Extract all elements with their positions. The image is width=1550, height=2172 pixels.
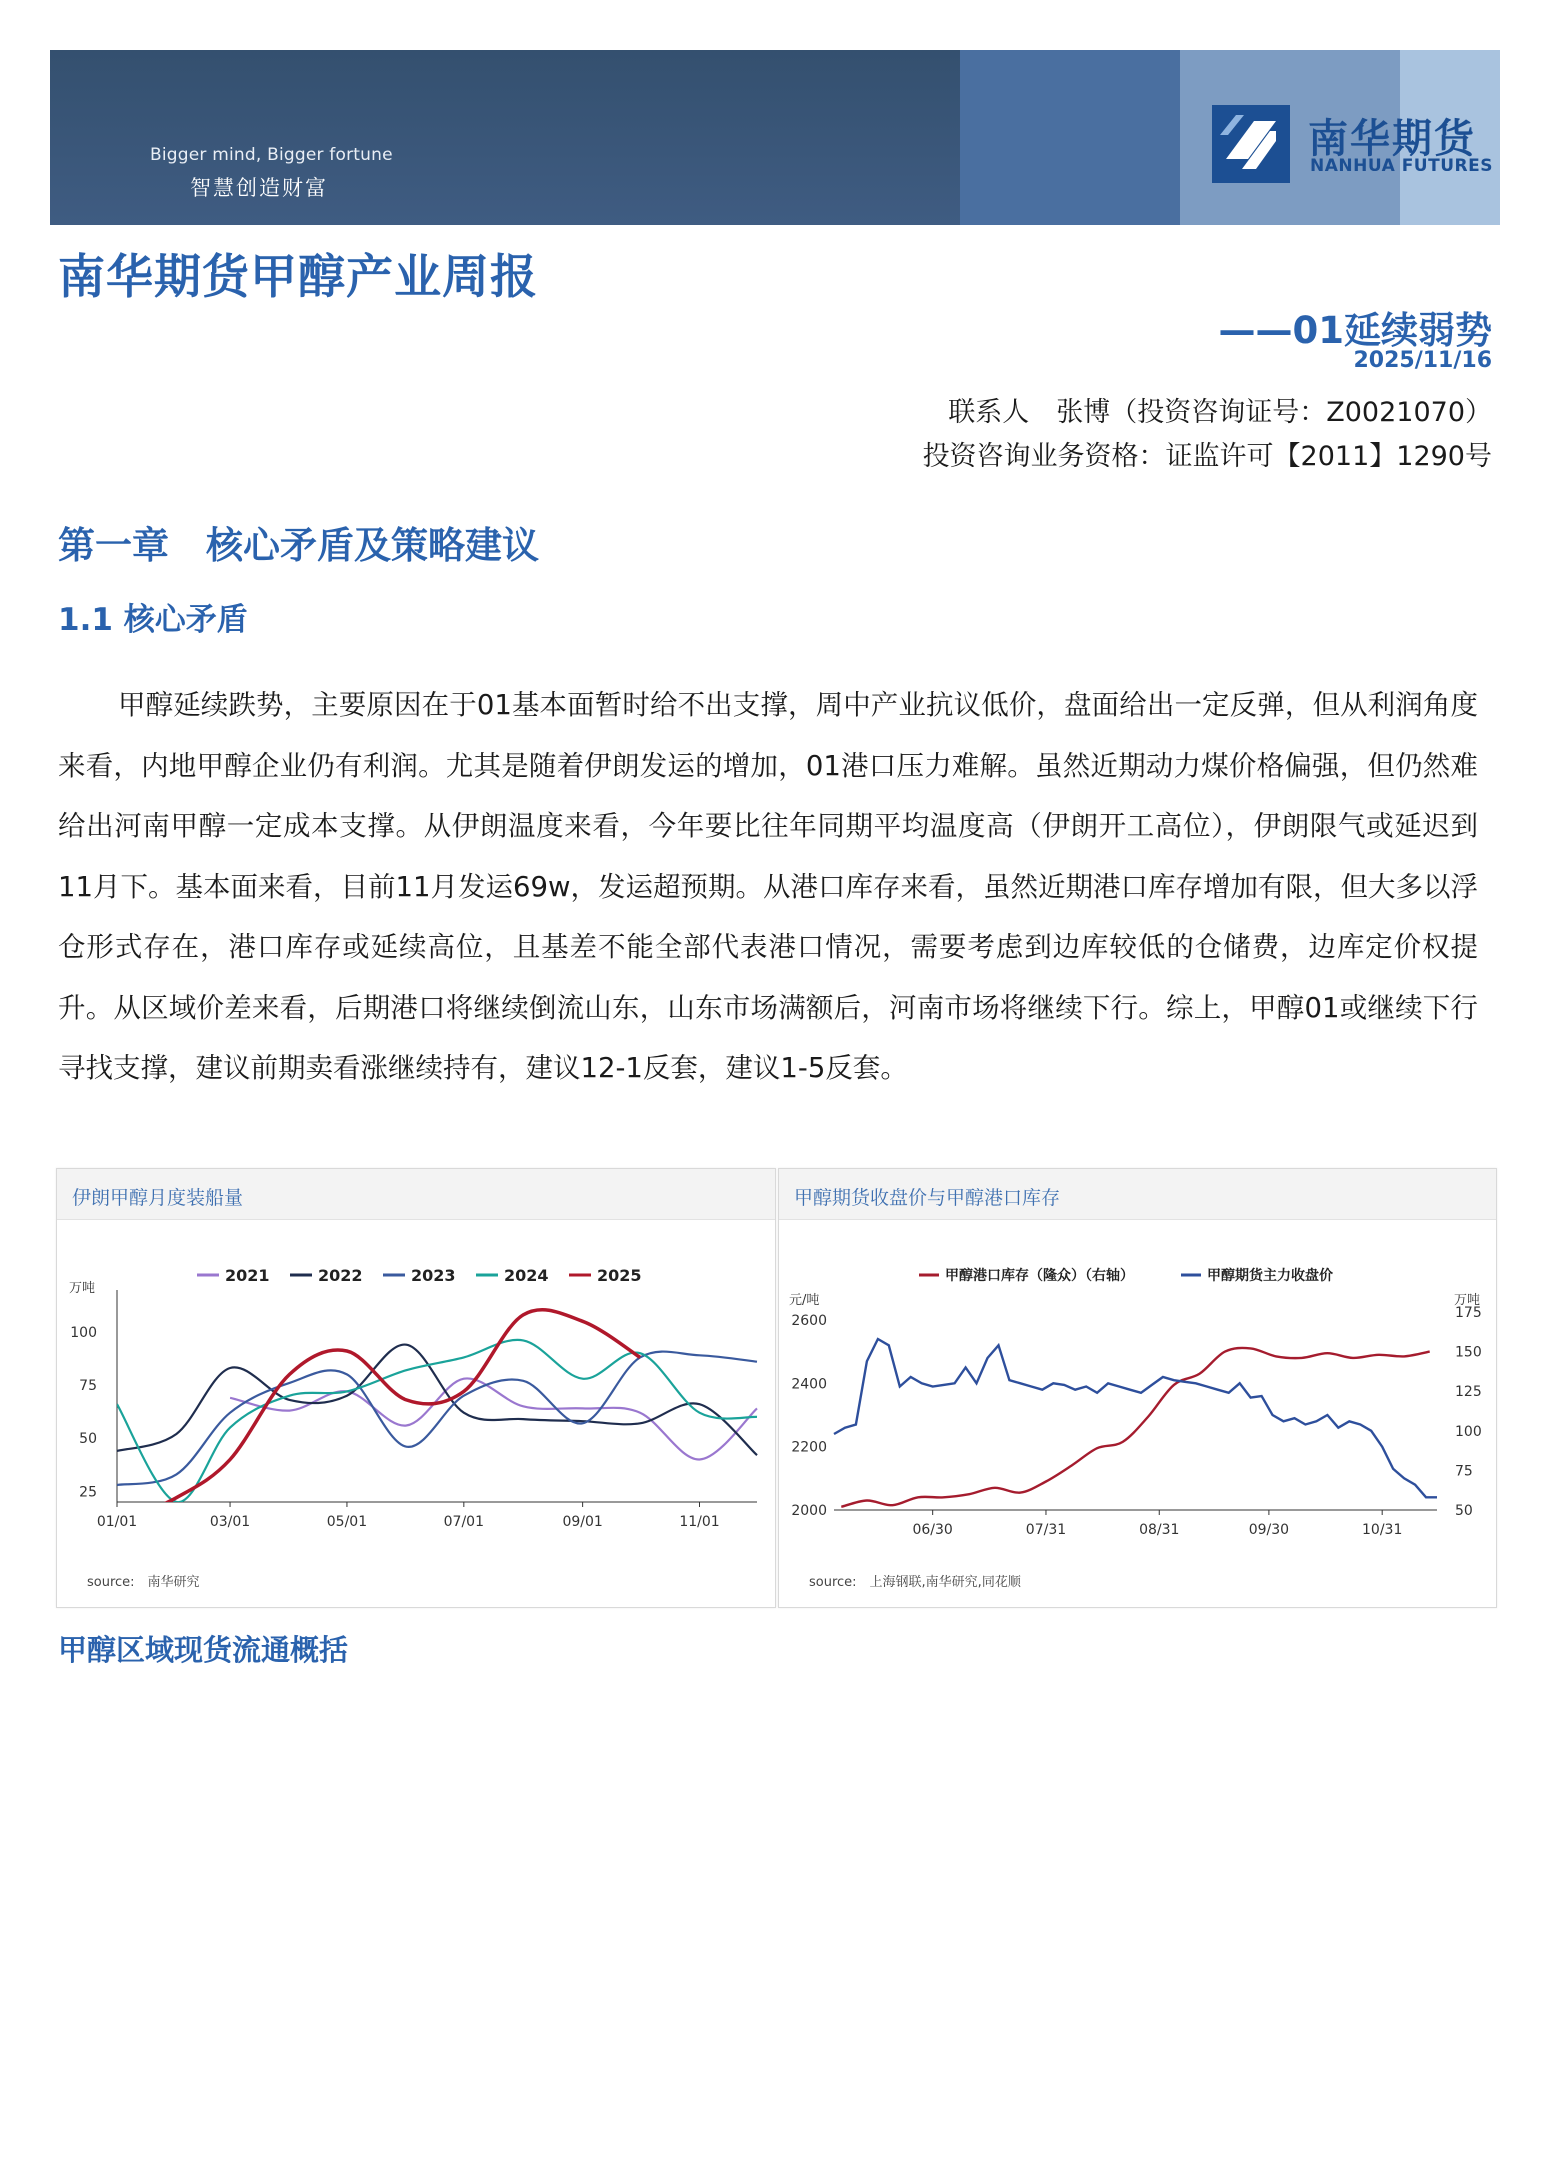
y2-tick-label: 150 [1455, 1344, 1482, 1361]
x-tick-label: 01/01 [96, 1514, 138, 1530]
y-tick-label: 2000 [791, 1503, 827, 1519]
section-heading: 1.1 核心矛盾 [58, 602, 248, 638]
futures-inventory-chart [779, 1220, 1496, 1606]
legend-label: 2023 [411, 1266, 456, 1285]
y-tick-label: 50 [79, 1431, 97, 1448]
chapter-heading: 第一章 核心矛盾及策略建议 [58, 524, 539, 567]
chart-card-futures-inventory [778, 1168, 1497, 1608]
x-tick-label: 09/01 [562, 1514, 603, 1530]
legend-label: 2021 [225, 1266, 270, 1285]
y-tick-label: 25 [79, 1484, 97, 1501]
banner-panel [960, 50, 1180, 225]
chart-source: source: 南华研究 [87, 1575, 200, 1590]
banner-panel [50, 50, 960, 225]
y-axis-unit: 万吨 [69, 1281, 96, 1296]
x-tick-label: 03/01 [209, 1514, 251, 1530]
legend-label: 2022 [318, 1266, 363, 1285]
series-line-2024 [117, 1340, 757, 1502]
logo-cn: 南华期货 [1308, 116, 1476, 162]
body-paragraph: 甲醇延续跌势，主要原因在于01基本面暂时给不出支撑，周中产业抗议低价，盘面给出一定反弹，但从利润角度来看，内地甲醇企业仍有利润。尤其是随着伊朗发运的增加，01港口压力难解。虽然近期动力煤价格偏强，但仍然难给出河南甲醇一定成本支撑。从伊朗温度来看，今年要比往年同期平均温度高（伊朗开工高位），伊朗限气或延迟到11月下。基本面来看，目前11月发运69w，发运超预期。从港口库存来看，虽然近期港口库存增加有限，但大多以浮仓形式存在，港口库存或延续高位，且基差不能全部代表港口情况，需要考虑到边库较低的仓储费，边库定价权提升。从区域价差来看，后期港口将继续倒流山东，山东市场满额后，河南市场将继续下行。综上，甲醇01或继续下行寻找支撑，建议前期卖看涨继续持有，建议12-1反套，建议1-5反套。 [58, 689, 1478, 1084]
x-tick-label: 07/31 [1025, 1522, 1067, 1538]
report-subtitle: ——01延续弱势 [1218, 309, 1492, 352]
y2-tick-label: 50 [1455, 1503, 1473, 1519]
legend-label: 甲醇期货主力收盘价 [1207, 1268, 1333, 1284]
x-tick-label: 10/31 [1362, 1522, 1403, 1538]
x-tick-label: 09/30 [1248, 1522, 1290, 1538]
y-tick-label: 100 [70, 1324, 97, 1341]
y-tick-label: 2200 [791, 1439, 827, 1456]
x-tick-label: 07/01 [443, 1514, 485, 1530]
series-line-0 [841, 1348, 1429, 1507]
x-tick-label: 06/30 [912, 1522, 953, 1538]
chart-title: 甲醇期货收盘价与甲醇港口库存 [794, 1187, 1061, 1209]
y2-tick-label: 125 [1455, 1384, 1482, 1401]
y-tick-label: 2400 [791, 1376, 827, 1393]
x-tick-label: 05/01 [326, 1514, 368, 1530]
report-title: 南华期货甲醇产业周报 [58, 250, 538, 305]
slogan-cn: 智慧创造财富 [190, 176, 328, 200]
report-date: 2025/11/16 [1353, 348, 1492, 373]
series-line-1 [834, 1339, 1437, 1497]
header-banner [50, 50, 1500, 225]
y-axis-unit: 元/吨 [789, 1293, 820, 1308]
y2-tick-label: 175 [1455, 1305, 1482, 1321]
y2-tick-label: 100 [1455, 1423, 1482, 1440]
chart-header [57, 1169, 775, 1220]
y2-axis-unit: 万吨 [1454, 1293, 1481, 1308]
license-info: 投资咨询业务资格：证监许可【2011】1290号 [922, 441, 1492, 472]
chart-card-iran-shipments [56, 1168, 776, 1608]
y-tick-label: 2600 [791, 1313, 827, 1329]
logo-en: NANHUA FUTURES [1310, 156, 1493, 176]
chart-header [779, 1169, 1496, 1220]
y2-tick-label: 75 [1455, 1463, 1473, 1480]
chart-title: 伊朗甲醇月度装船量 [72, 1187, 244, 1209]
y-tick-label: 75 [79, 1378, 97, 1395]
x-tick-label: 11/01 [679, 1514, 720, 1530]
legend-label: 2024 [504, 1266, 549, 1285]
slogan-en: Bigger mind, Bigger fortune [150, 145, 393, 165]
x-tick-label: 08/31 [1139, 1522, 1180, 1538]
contact-info: 联系人 张博（投资咨询证号：Z0021070） [948, 397, 1492, 428]
nanhua-logo-icon [1212, 105, 1290, 183]
iran-shipment-chart [57, 1220, 775, 1606]
section-subheading: 甲醇区域现货流通概括 [58, 1633, 349, 1667]
legend-label: 甲醇港口库存（隆众）（右轴） [945, 1268, 1134, 1284]
chart-source: source: 上海钢联,南华研究,同花顺 [809, 1575, 1021, 1590]
legend-label: 2025 [597, 1266, 642, 1285]
